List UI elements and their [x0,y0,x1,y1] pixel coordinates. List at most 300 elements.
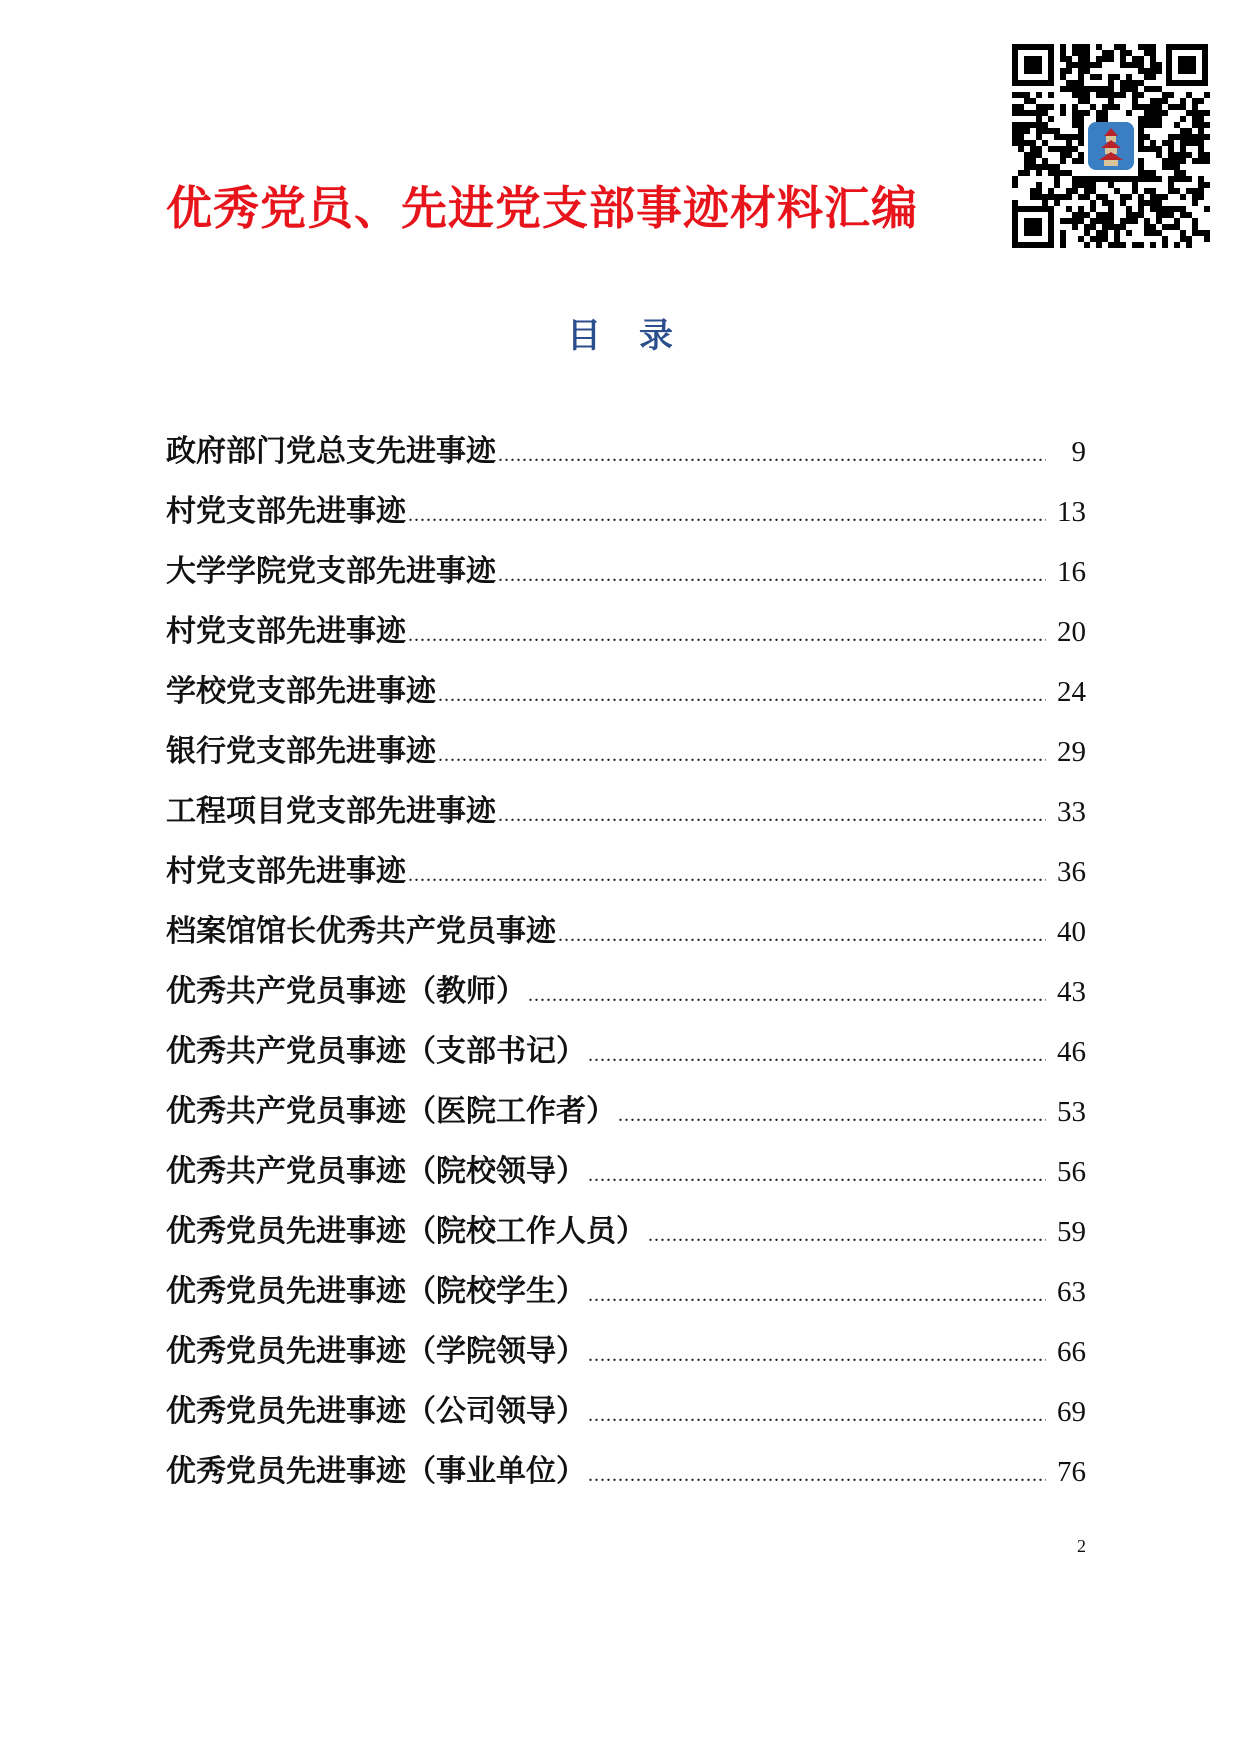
qr-module [1150,170,1156,176]
qr-module [1066,140,1072,146]
qr-module [1102,104,1108,110]
qr-module [1114,230,1120,236]
qr-module [1078,140,1084,146]
toc-entry[interactable] [166,782,1086,842]
toc-entry-page: 63 [1057,1276,1086,1308]
qr-module [1060,110,1066,116]
qr-module [1138,200,1144,206]
qr-module [1204,122,1210,128]
qr-module [1072,224,1078,230]
qr-module [1084,92,1090,98]
qr-module [1180,146,1186,152]
qr-module [1126,206,1132,212]
qr-module [1024,164,1030,170]
qr-module [1156,122,1162,128]
toc-entry-page: 56 [1057,1156,1086,1188]
qr-module [1078,110,1084,116]
qr-module [1126,110,1132,116]
qr-module [1018,170,1024,176]
qr-module [1114,224,1120,230]
qr-module [1084,230,1090,236]
qr-module [1120,44,1126,50]
qr-module [1036,104,1042,110]
qr-module [1030,110,1036,116]
qr-module [1150,176,1156,182]
qr-module [1192,116,1198,122]
qr-module [1012,104,1018,110]
qr-module [1204,182,1210,188]
qr-module [1186,176,1192,182]
qr-module [1174,164,1180,170]
qr-module [1072,212,1078,218]
qr-module [1036,92,1042,98]
qr-module [1144,230,1150,236]
qr-module [1090,86,1096,92]
qr-module [1090,218,1096,224]
qr-module [1078,56,1084,62]
qr-module [1054,182,1060,188]
qr-module [1198,140,1204,146]
qr-module [1180,176,1186,182]
qr-module [1102,224,1108,230]
qr-module [1120,50,1126,56]
qr-module [1060,236,1066,242]
qr-module [1192,200,1198,206]
toc-leader [438,665,1046,725]
qr-module [1024,152,1030,158]
toc-entry-title: 优秀共产党员事迹（教师） [166,974,526,1009]
qr-module [1150,110,1156,116]
qr-module [1108,218,1114,224]
qr-module [1114,176,1120,182]
qr-module [1012,128,1018,134]
toc-entry-title: 村党支部先进事迹 [166,854,406,889]
qr-module [1012,140,1018,146]
qr-module [1036,134,1042,140]
qr-module [1084,98,1090,104]
qr-module [1162,236,1168,242]
qr-module [1096,212,1102,218]
qr-module [1180,194,1186,200]
qr-module [1108,104,1114,110]
qr-module [1060,170,1066,176]
toc-leader [618,1085,1046,1145]
qr-module [1078,218,1084,224]
qr-module [1078,122,1084,128]
qr-module [1060,86,1066,92]
toc-entry-title: 优秀党员先进事迹（学院领导） [166,1334,586,1369]
qr-module [1138,80,1144,86]
qr-module [1168,146,1174,152]
qr-module [1096,116,1102,122]
toc-entry-title: 学校党支部先进事迹 [166,674,436,709]
qr-module [1030,158,1036,164]
qr-module [1096,236,1102,242]
qr-module [1192,194,1198,200]
qr-module [1084,182,1090,188]
qr-module [1150,140,1156,146]
qr-module [1042,122,1048,128]
qr-module [1030,194,1036,200]
qr-module [1066,62,1072,68]
qr-module [1048,128,1054,134]
qr-module [1066,206,1072,212]
qr-module [1126,74,1132,80]
qr-module [1084,188,1090,194]
toc-entry[interactable] [166,1442,1086,1502]
qr-module [1072,92,1078,98]
qr-module [1102,176,1108,182]
toc-entry-title: 工程项目党支部先进事迹 [166,794,496,829]
qr-module [1150,50,1156,56]
qr-module [1150,74,1156,80]
qr-module [1180,116,1186,122]
toc-entry[interactable] [166,602,1086,662]
toc-entry[interactable] [166,1082,1086,1142]
toc-entry[interactable] [166,842,1086,902]
toc-leader [558,905,1046,965]
qr-module [1180,128,1186,134]
qr-module [1066,170,1072,176]
qr-module [1060,74,1066,80]
qr-module [1060,218,1066,224]
qr-module [1174,152,1180,158]
qr-module [1180,140,1186,146]
qr-module [1054,146,1060,152]
qr-module [1036,116,1042,122]
qr-module [1138,146,1144,152]
qr-module [1078,182,1084,188]
qr-module [1096,92,1102,98]
qr-module [1042,158,1048,164]
toc-entry-page: 46 [1057,1036,1086,1068]
qr-module [1144,116,1150,122]
qr-module [1042,128,1048,134]
qr-module [1156,86,1162,92]
qr-module [1168,212,1174,218]
qr-module [1096,62,1102,68]
qr-module [1150,200,1156,206]
qr-module [1144,86,1150,92]
toc-entry-page: 69 [1057,1396,1086,1428]
qr-module [1192,224,1198,230]
qr-module [1150,104,1156,110]
qr-module [1054,200,1060,206]
qr-module [1060,134,1066,140]
qr-module [1192,188,1198,194]
qr-module [1066,134,1072,140]
qr-module [1078,116,1084,122]
qr-module [1060,56,1066,62]
toc-entry-page: 9 [1071,436,1086,468]
toc-entry[interactable] [166,542,1086,602]
qr-module [1108,74,1114,80]
toc-entry[interactable] [166,1322,1086,1382]
qr-module [1120,176,1126,182]
qr-module [1138,116,1144,122]
qr-module [1180,98,1186,104]
toc-entry-page: 29 [1057,736,1086,768]
qr-module [1138,206,1144,212]
qr-module [1012,92,1018,98]
toc-leader [498,425,1046,485]
qr-module [1060,44,1066,50]
qr-module [1054,176,1060,182]
qr-module [1054,194,1060,200]
toc-entry[interactable] [166,1382,1086,1442]
qr-module [1096,230,1102,236]
toc-leader [408,605,1046,665]
qr-module [1120,194,1126,200]
qr-module [1030,164,1036,170]
qr-module [1192,158,1198,164]
toc-entry-title: 优秀党员先进事迹（公司领导） [166,1394,586,1429]
toc-entry-page: 43 [1057,976,1086,1008]
qr-module [1168,134,1174,140]
qr-module [1060,68,1066,74]
qr-module [1144,74,1150,80]
toc-heading-right: 录 [639,316,673,356]
qr-module [1144,110,1150,116]
qr-module [1090,182,1096,188]
toc-entry-title: 档案馆馆长优秀共产党员事迹 [166,914,556,949]
qr-module [1174,176,1180,182]
qr-module [1174,170,1180,176]
qr-module [1012,122,1018,128]
qr-module [1186,110,1192,116]
qr-module [1168,224,1174,230]
qr-module [1156,104,1162,110]
toc-entry[interactable] [166,1022,1086,1082]
toc-leader [408,845,1046,905]
qr-module [1024,122,1030,128]
qr-module [1102,200,1108,206]
qr-code-icon [1008,40,1212,252]
qr-module [1066,152,1072,158]
qr-module [1054,170,1060,176]
qr-module [1108,92,1114,98]
qr-module [1180,104,1186,110]
qr-module [1102,116,1108,122]
qr-module [1114,92,1120,98]
qr-module [1120,92,1126,98]
qr-module [1144,176,1150,182]
qr-module [1174,122,1180,128]
toc-entry-page: 33 [1057,796,1086,828]
qr-module [1084,224,1090,230]
qr-module [1162,206,1168,212]
qr-module [1150,146,1156,152]
document-title: 优秀党员、先进党支部事迹材料汇编 [166,181,918,235]
qr-module [1198,194,1204,200]
toc-entry-page: 76 [1057,1456,1086,1488]
qr-module [1078,206,1084,212]
qr-module [1180,236,1186,242]
qr-module [1024,140,1030,146]
qr-module [1108,200,1114,206]
qr-module [1084,68,1090,74]
qr-module [1120,242,1126,248]
qr-module [1108,182,1114,188]
qr-module [1138,128,1144,134]
qr-module [1144,44,1150,50]
qr-module [1156,62,1162,68]
qr-module [1192,110,1198,116]
qr-module [1132,218,1138,224]
qr-module [1108,242,1114,248]
qr-module [1198,110,1204,116]
qr-module [1036,110,1042,116]
qr-module [1132,62,1138,68]
qr-module [1156,146,1162,152]
qr-module [1096,242,1102,248]
qr-module [1156,98,1162,104]
qr-module [1078,62,1084,68]
qr-module [1180,206,1186,212]
qr-module [1108,98,1114,104]
qr-module [1102,218,1108,224]
qr-module [1126,194,1132,200]
qr-module [1060,158,1066,164]
qr-module [1090,224,1096,230]
qr-module [1138,134,1144,140]
qr-module [1048,194,1054,200]
qr-module [1108,50,1114,56]
qr-module [1066,188,1072,194]
qr-module [1012,134,1018,140]
qr-module [1126,62,1132,68]
toc-entry[interactable] [166,962,1086,1022]
qr-module [1102,194,1108,200]
qr-module [1132,80,1138,86]
qr-module [1150,224,1156,230]
toc-heading [0,312,1240,360]
qr-module [1144,224,1150,230]
qr-module [1174,218,1180,224]
qr-module [1168,158,1174,164]
qr-module [1036,194,1042,200]
qr-module [1018,140,1024,146]
qr-module [1018,134,1024,140]
qr-module [1048,116,1054,122]
toc-heading-left: 目 [567,316,601,356]
qr-module [1120,80,1126,86]
qr-module [1066,56,1072,62]
qr-module [1198,188,1204,194]
qr-module [1186,152,1192,158]
qr-module [1072,158,1078,164]
toc-entry[interactable] [166,482,1086,542]
qr-module [1078,236,1084,242]
qr-module [1024,98,1030,104]
qr-module [1138,56,1144,62]
qr-module [1180,230,1186,236]
qr-module [1204,158,1210,164]
qr-module [1042,104,1048,110]
toc-leader [408,485,1046,545]
qr-module [1012,110,1018,116]
qr-module [1126,218,1132,224]
qr-module [1072,146,1078,152]
qr-module [1150,86,1156,92]
toc-entry-page: 16 [1057,556,1086,588]
qr-module [1042,194,1048,200]
qr-module [1150,194,1156,200]
qr-module [1024,158,1030,164]
qr-module [1180,158,1186,164]
toc-entry[interactable] [166,662,1086,722]
qr-module [1090,188,1096,194]
toc-leader [588,1385,1046,1445]
qr-module [1048,164,1054,170]
qr-module [1114,104,1120,110]
toc-leader [498,545,1046,605]
qr-module [1120,86,1126,92]
qr-module [1078,92,1084,98]
qr-module [1120,224,1126,230]
qr-module [1090,176,1096,182]
qr-module [1096,194,1102,200]
qr-module [1138,104,1144,110]
qr-module [1042,164,1048,170]
qr-module [1150,122,1156,128]
qr-module [1132,92,1138,98]
qr-module [1036,182,1042,188]
toc-entry[interactable] [166,902,1086,962]
qr-module [1204,236,1210,242]
qr-module [1144,170,1150,176]
qr-module [1156,218,1162,224]
qr-module [1078,50,1084,56]
qr-module [1108,224,1114,230]
qr-module [1084,194,1090,200]
qr-module [1108,80,1114,86]
qr-module [1150,68,1156,74]
qr-module [1168,152,1174,158]
qr-module [1162,98,1168,104]
toc-entry-page: 24 [1057,676,1086,708]
qr-module [1060,230,1066,236]
toc-entry[interactable] [166,722,1086,782]
qr-module [1138,122,1144,128]
qr-module [1198,98,1204,104]
qr-module [1126,80,1132,86]
qr-module [1138,92,1144,98]
toc-entry[interactable] [166,1262,1086,1322]
qr-module [1042,140,1048,146]
qr-module [1084,110,1090,116]
qr-module [1102,92,1108,98]
qr-module [1150,188,1156,194]
qr-module [1078,86,1084,92]
qr-module [1060,194,1066,200]
qr-module [1072,188,1078,194]
qr-module [1072,134,1078,140]
toc-leader [528,965,1046,1025]
qr-module [1102,56,1108,62]
toc-entry[interactable] [166,422,1086,482]
qr-module [1150,44,1156,50]
qr-module [1036,164,1042,170]
qr-module [1138,140,1144,146]
qr-module [1096,74,1102,80]
toc-leader [588,1025,1046,1085]
qr-module [1060,104,1066,110]
toc-entry[interactable] [166,1142,1086,1202]
qr-module [1042,110,1048,116]
toc-entry[interactable] [166,1202,1086,1262]
qr-module [1168,140,1174,146]
